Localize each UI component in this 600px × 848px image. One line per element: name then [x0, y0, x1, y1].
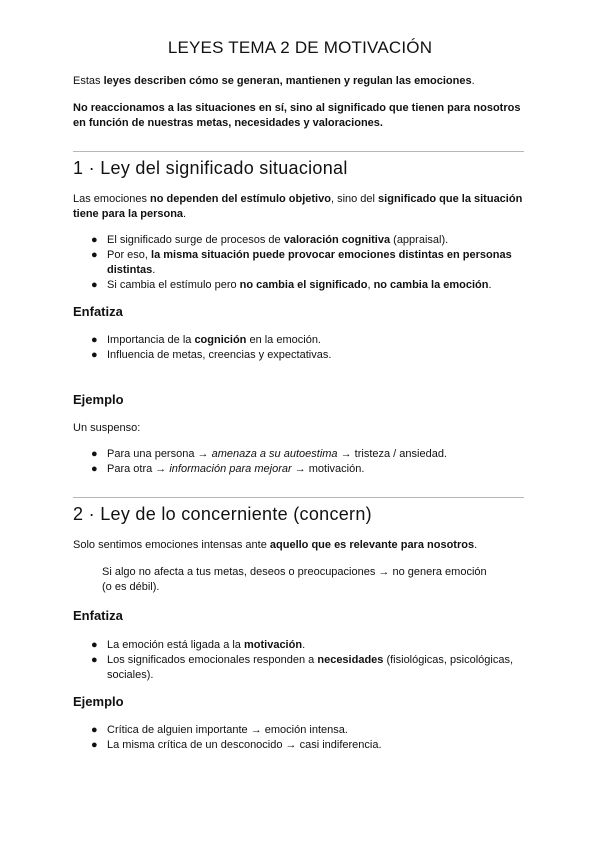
bullet-icon: ●: [91, 463, 98, 475]
section-1-definition: Las emociones no dependen del estímulo objetivo, sino del significado que la situación tiene para la persona.: [73, 193, 523, 220]
list-item: ● Influencia de metas, creencias y expectativas.: [91, 349, 332, 361]
section-1-ejemplo-heading: Ejemplo: [73, 392, 124, 407]
bullet-icon: ●: [91, 334, 98, 346]
list-item: ● La emoción está ligada a la motivación.: [91, 639, 306, 651]
list-item: ● Por eso, la misma situación puede provocar emociones distintas en personas distintas.: [91, 249, 512, 276]
list-item: ● Para una persona → amenaza a su autoestima → tristeza / ansiedad.: [91, 448, 447, 460]
section-1-heading: 1 · Ley del significado situacional: [73, 158, 348, 178]
section-2-heading: 2 · Ley de lo concerniente (concern): [73, 504, 372, 524]
list-item: ● Importancia de la cognición en la emoción.: [91, 334, 321, 346]
bullet-icon: ●: [91, 234, 98, 246]
bullet-icon: ●: [91, 279, 98, 291]
section-2-ejemplo-list: [73, 723, 533, 753]
bullet-icon: ●: [91, 739, 98, 751]
section-1-enfatiza-list: [73, 333, 533, 363]
bullet-icon: ●: [91, 448, 98, 460]
list-item: ● Para otra → información para mejorar → motivación.: [91, 463, 365, 475]
section-1-enfatiza-heading: Enfatiza: [73, 304, 123, 319]
section-1-ejemplo-list: [73, 447, 533, 477]
section-1-points: [73, 233, 533, 293]
bullet-icon: ●: [91, 349, 98, 361]
bullet-icon: ●: [91, 249, 98, 261]
bullet-icon: ●: [91, 639, 98, 651]
bullet-icon: ●: [91, 654, 98, 666]
section-2-enfatiza-heading: Enfatiza: [73, 608, 123, 623]
page-title: LEYES TEMA 2 DE MOTIVACIÓN: [167, 38, 433, 57]
intro-paragraph: Estas leyes describen cómo se generan, mantienen y regulan las emociones.: [73, 75, 475, 87]
section-2-definition: Solo sentimos emociones intensas ante aquello que es relevante para nosotros.: [73, 539, 478, 551]
list-item: ● Los significados emocionales responden a necesidades (fisiológicas, psicológicas, sociales).: [91, 654, 514, 681]
divider: [73, 151, 524, 152]
section-2-note: Si algo no afecta a tus metas, deseos o preocupaciones → no genera emoción (o es débil).: [102, 566, 487, 593]
intro-thesis: No reaccionamos a las situaciones en sí, sino al significado que tienen para nosotros en función de nuestras metas, necesidades y valoraciones.: [73, 102, 521, 129]
bullet-icon: ●: [91, 724, 98, 736]
divider: [73, 497, 524, 498]
section-2-enfatiza-list: [73, 638, 533, 683]
section-1-ejemplo-intro: Un suspenso:: [73, 422, 141, 434]
list-item: ● Si cambia el estímulo pero no cambia el significado, no cambia la emoción.: [91, 279, 492, 291]
list-item: ● El significado surge de procesos de valoración cognitiva (appraisal).: [91, 234, 449, 246]
list-item: ● La misma crítica de un desconocido → casi indiferencia.: [91, 739, 382, 751]
list-item: ● Crítica de alguien importante → emoción intensa.: [91, 724, 348, 736]
section-2-ejemplo-heading: Ejemplo: [73, 694, 124, 709]
